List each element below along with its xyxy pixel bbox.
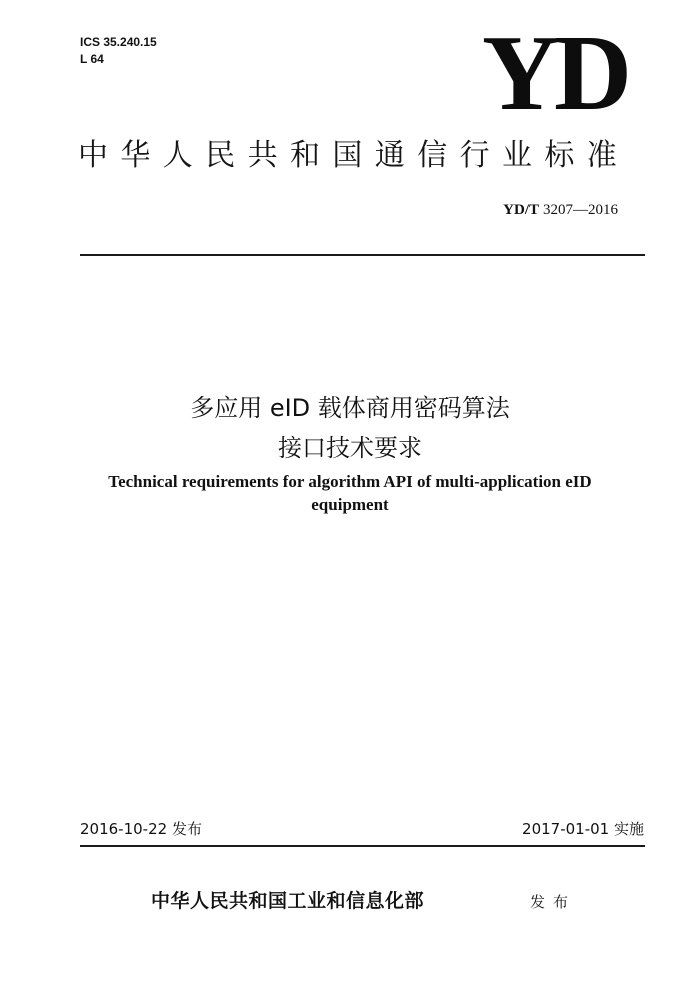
top-divider <box>80 254 645 256</box>
classification-codes <box>80 34 157 68</box>
issued-label: 发布 <box>530 893 577 911</box>
standard-serial: 3207—2016 <box>543 202 618 218</box>
ccs-code: L 64 <box>80 52 104 66</box>
standard-number <box>503 200 618 220</box>
title-en-line-1: Technical requirements for algorithm API of multi-application eID <box>108 472 592 491</box>
industry-standard-title: 中华人民共和国通信行业标准 <box>78 138 630 173</box>
bottom-divider <box>80 845 645 847</box>
implementation-date: 2017-01-01 实施 <box>522 820 644 838</box>
title-en-line-2: equipment <box>311 495 389 514</box>
document-title-english <box>0 470 700 516</box>
ics-code: ICS 35.240.15 <box>80 35 157 49</box>
issuing-authority: 中华人民共和国工业和信息化部 <box>151 890 425 912</box>
document-title-chinese <box>0 388 700 468</box>
standard-code: YD/T <box>503 202 539 218</box>
yd-logo: YD <box>482 14 626 133</box>
issue-date: 2016-10-22 发布 <box>80 820 202 838</box>
title-cn-line-2: 接口技术要求 <box>278 434 422 462</box>
title-cn-line-1: 多应用 eID 载体商用密码算法 <box>190 394 510 422</box>
